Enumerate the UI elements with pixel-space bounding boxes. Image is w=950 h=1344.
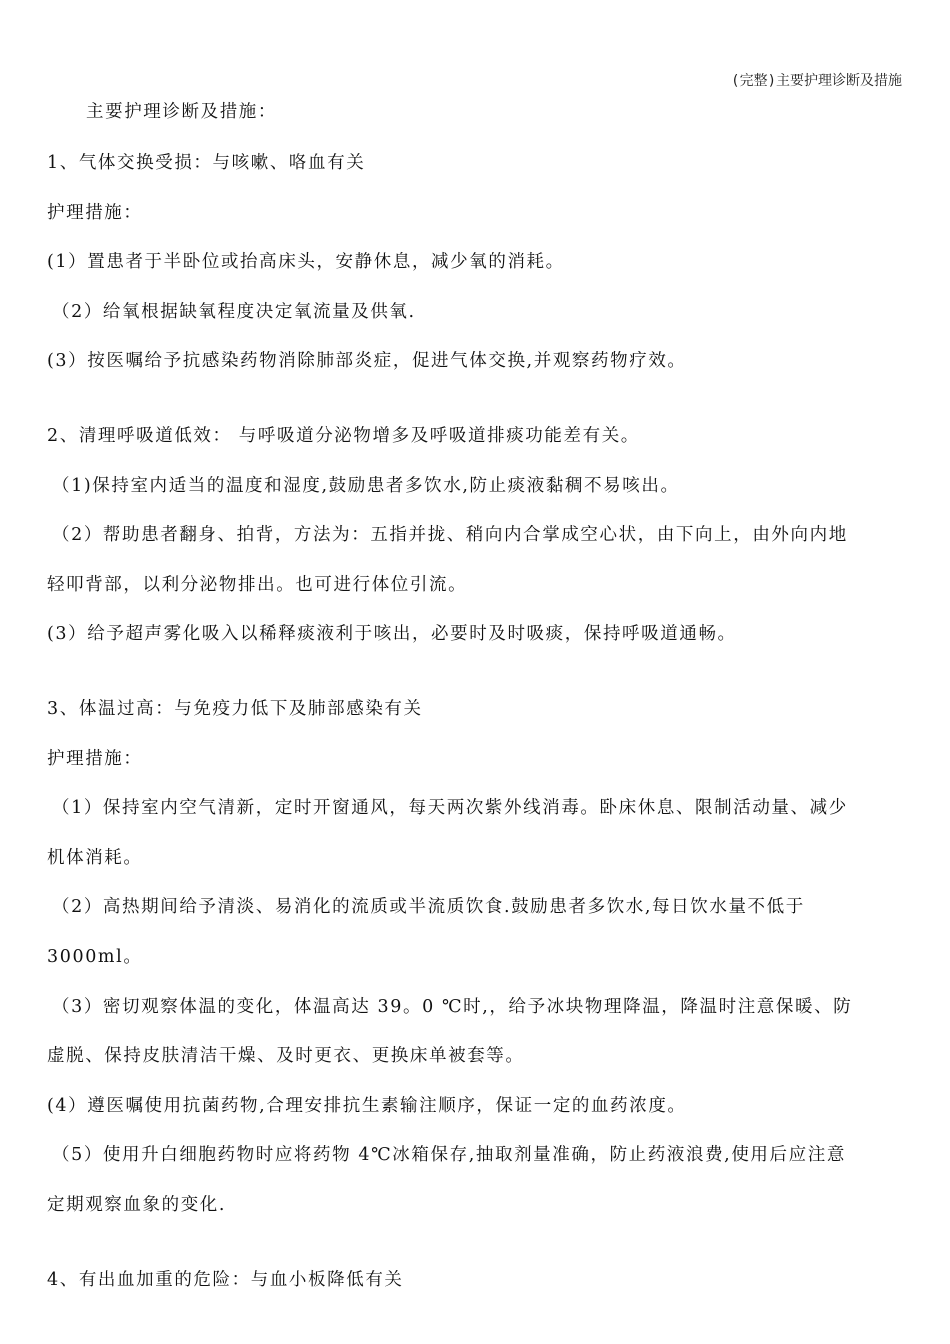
section-2-item-1: （1)保持室内适当的温度和湿度,鼓励患者多饮水,防止痰液黏稠不易咳出。 [52,476,680,496]
section-3-item-4: (4）遵医嘱使用抗菌药物,合理安排抗生素输注顺序，保证一定的血药浓度。 [47,1096,687,1116]
section-1-item-1: (1）置患者于半卧位或抬高床头，安静休息，减少氧的消耗。 [47,252,565,272]
section-3-item-1: （1）保持室内空气清新，定时开窗通风，每天两次紫外线消毒。卧床休息、限制活动量、减少 [52,798,848,818]
section-1-measures-label: 护理措施： [47,203,143,223]
section-3-heading: 3、体温过高：与免疫力低下及肺部感染有关 [47,699,423,719]
section-1-item-2: （2）给氧根据缺氧程度决定氧流量及供氧. [52,302,416,322]
section-1-item-3: (3）按医嘱给予抗感染药物消除肺部炎症，促进气体交换,并观察药物疗效。 [47,351,687,371]
section-3-item-3-cont: 虚脱、保持皮肤清洁干燥、及时更衣、更换床单被套等。 [47,1046,525,1066]
section-3-item-5-cont: 定期观察血象的变化. [47,1195,227,1215]
section-3-measures-label: 护理措施： [47,749,143,769]
section-3-item-2: （2）高热期间给予清淡、易消化的流质或半流质饮食.鼓励患者多饮水,每日饮水量不低于 [52,897,805,917]
section-2-item-2: （2）帮助患者翻身、拍背，方法为：五指并拢、稍向内合掌成空心状，由下向上，由外向内地 [52,525,848,545]
section-2-heading: 2、清理呼吸道低效： 与呼吸道分泌物增多及呼吸道排痰功能差有关。 [47,426,640,446]
section-3-item-3: （3）密切观察体温的变化，体温高达 39。0 ℃时,，给予冰块物理降温，降温时注意保暖、防 [52,997,853,1017]
document-title: 主要护理诊断及措施： [86,102,277,122]
section-3-item-2-cont: 3000ml。 [47,947,143,967]
section-3-item-1-cont: 机体消耗。 [47,848,143,868]
page-header: (完整)主要护理诊断及措施 [731,73,902,89]
section-2-item-2-cont: 轻叩背部，以利分泌物排出。也可进行体位引流。 [47,575,468,595]
section-3-item-5: （5）使用升白细胞药物时应将药物 4℃冰箱保存,抽取剂量准确，防止药液浪费,使用后应注意 [52,1145,846,1165]
section-1-heading: 1、气体交换受损：与咳嗽、咯血有关 [47,153,366,173]
section-2-item-3: (3）给予超声雾化吸入以稀释痰液利于咳出，必要时及时吸痰，保持呼吸道通畅。 [47,624,737,644]
section-4-heading: 4、有出血加重的危险：与血小板降低有关 [47,1270,404,1290]
